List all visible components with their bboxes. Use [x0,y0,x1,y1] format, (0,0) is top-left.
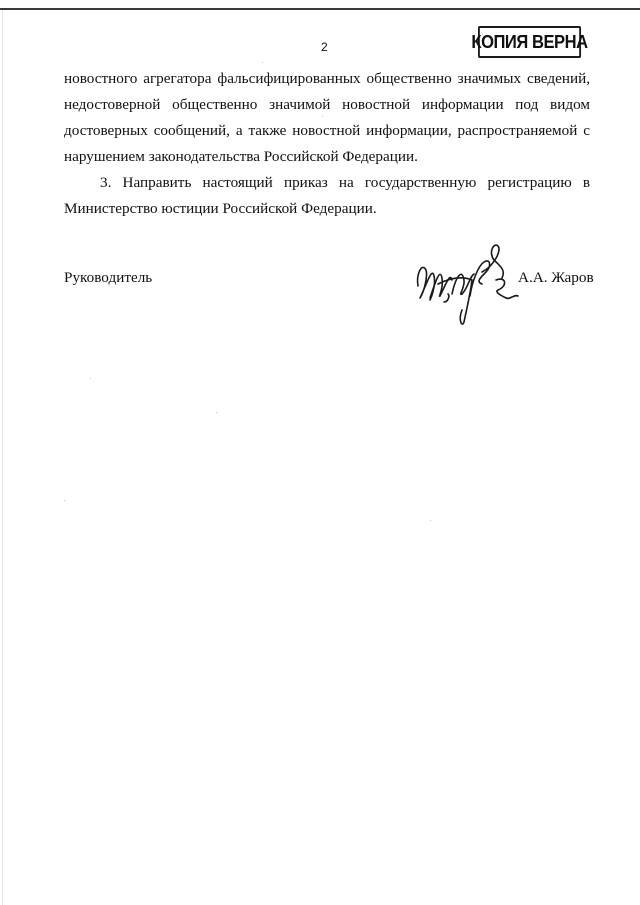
scan-left-edge [2,10,3,905]
document-body [64,66,590,222]
scan-top-edge [0,8,640,10]
body-line: Министерство юстиции Российской Федерации. [64,200,377,217]
scan-speck [216,412,217,413]
copy-certified-stamp: КОПИЯ ВЕРНА [478,26,581,58]
scan-speck [430,520,431,521]
handwritten-signature [410,236,522,328]
scan-speck [262,62,263,63]
body-line-item-3: 3. Направить настоящий приказ на государственную регистрацию в [100,174,590,191]
body-line: достоверных сообщений, а также новостной информации, распространяемой с [64,122,590,139]
scan-speck [90,378,91,379]
page-number: 2 [321,40,328,54]
body-line: недостоверной общественно значимой новостной информации под видом [64,96,590,113]
signer-position: Руководитель [64,269,153,286]
body-line: новостного агрегатора фальсифицированных общественно значимых сведений, [64,70,590,87]
body-line: нарушением законодательства Российской Федерации. [64,148,418,165]
scan-speck [64,500,65,501]
signer-name: А.А. Жаров [518,269,594,286]
scan-speck [322,116,323,117]
